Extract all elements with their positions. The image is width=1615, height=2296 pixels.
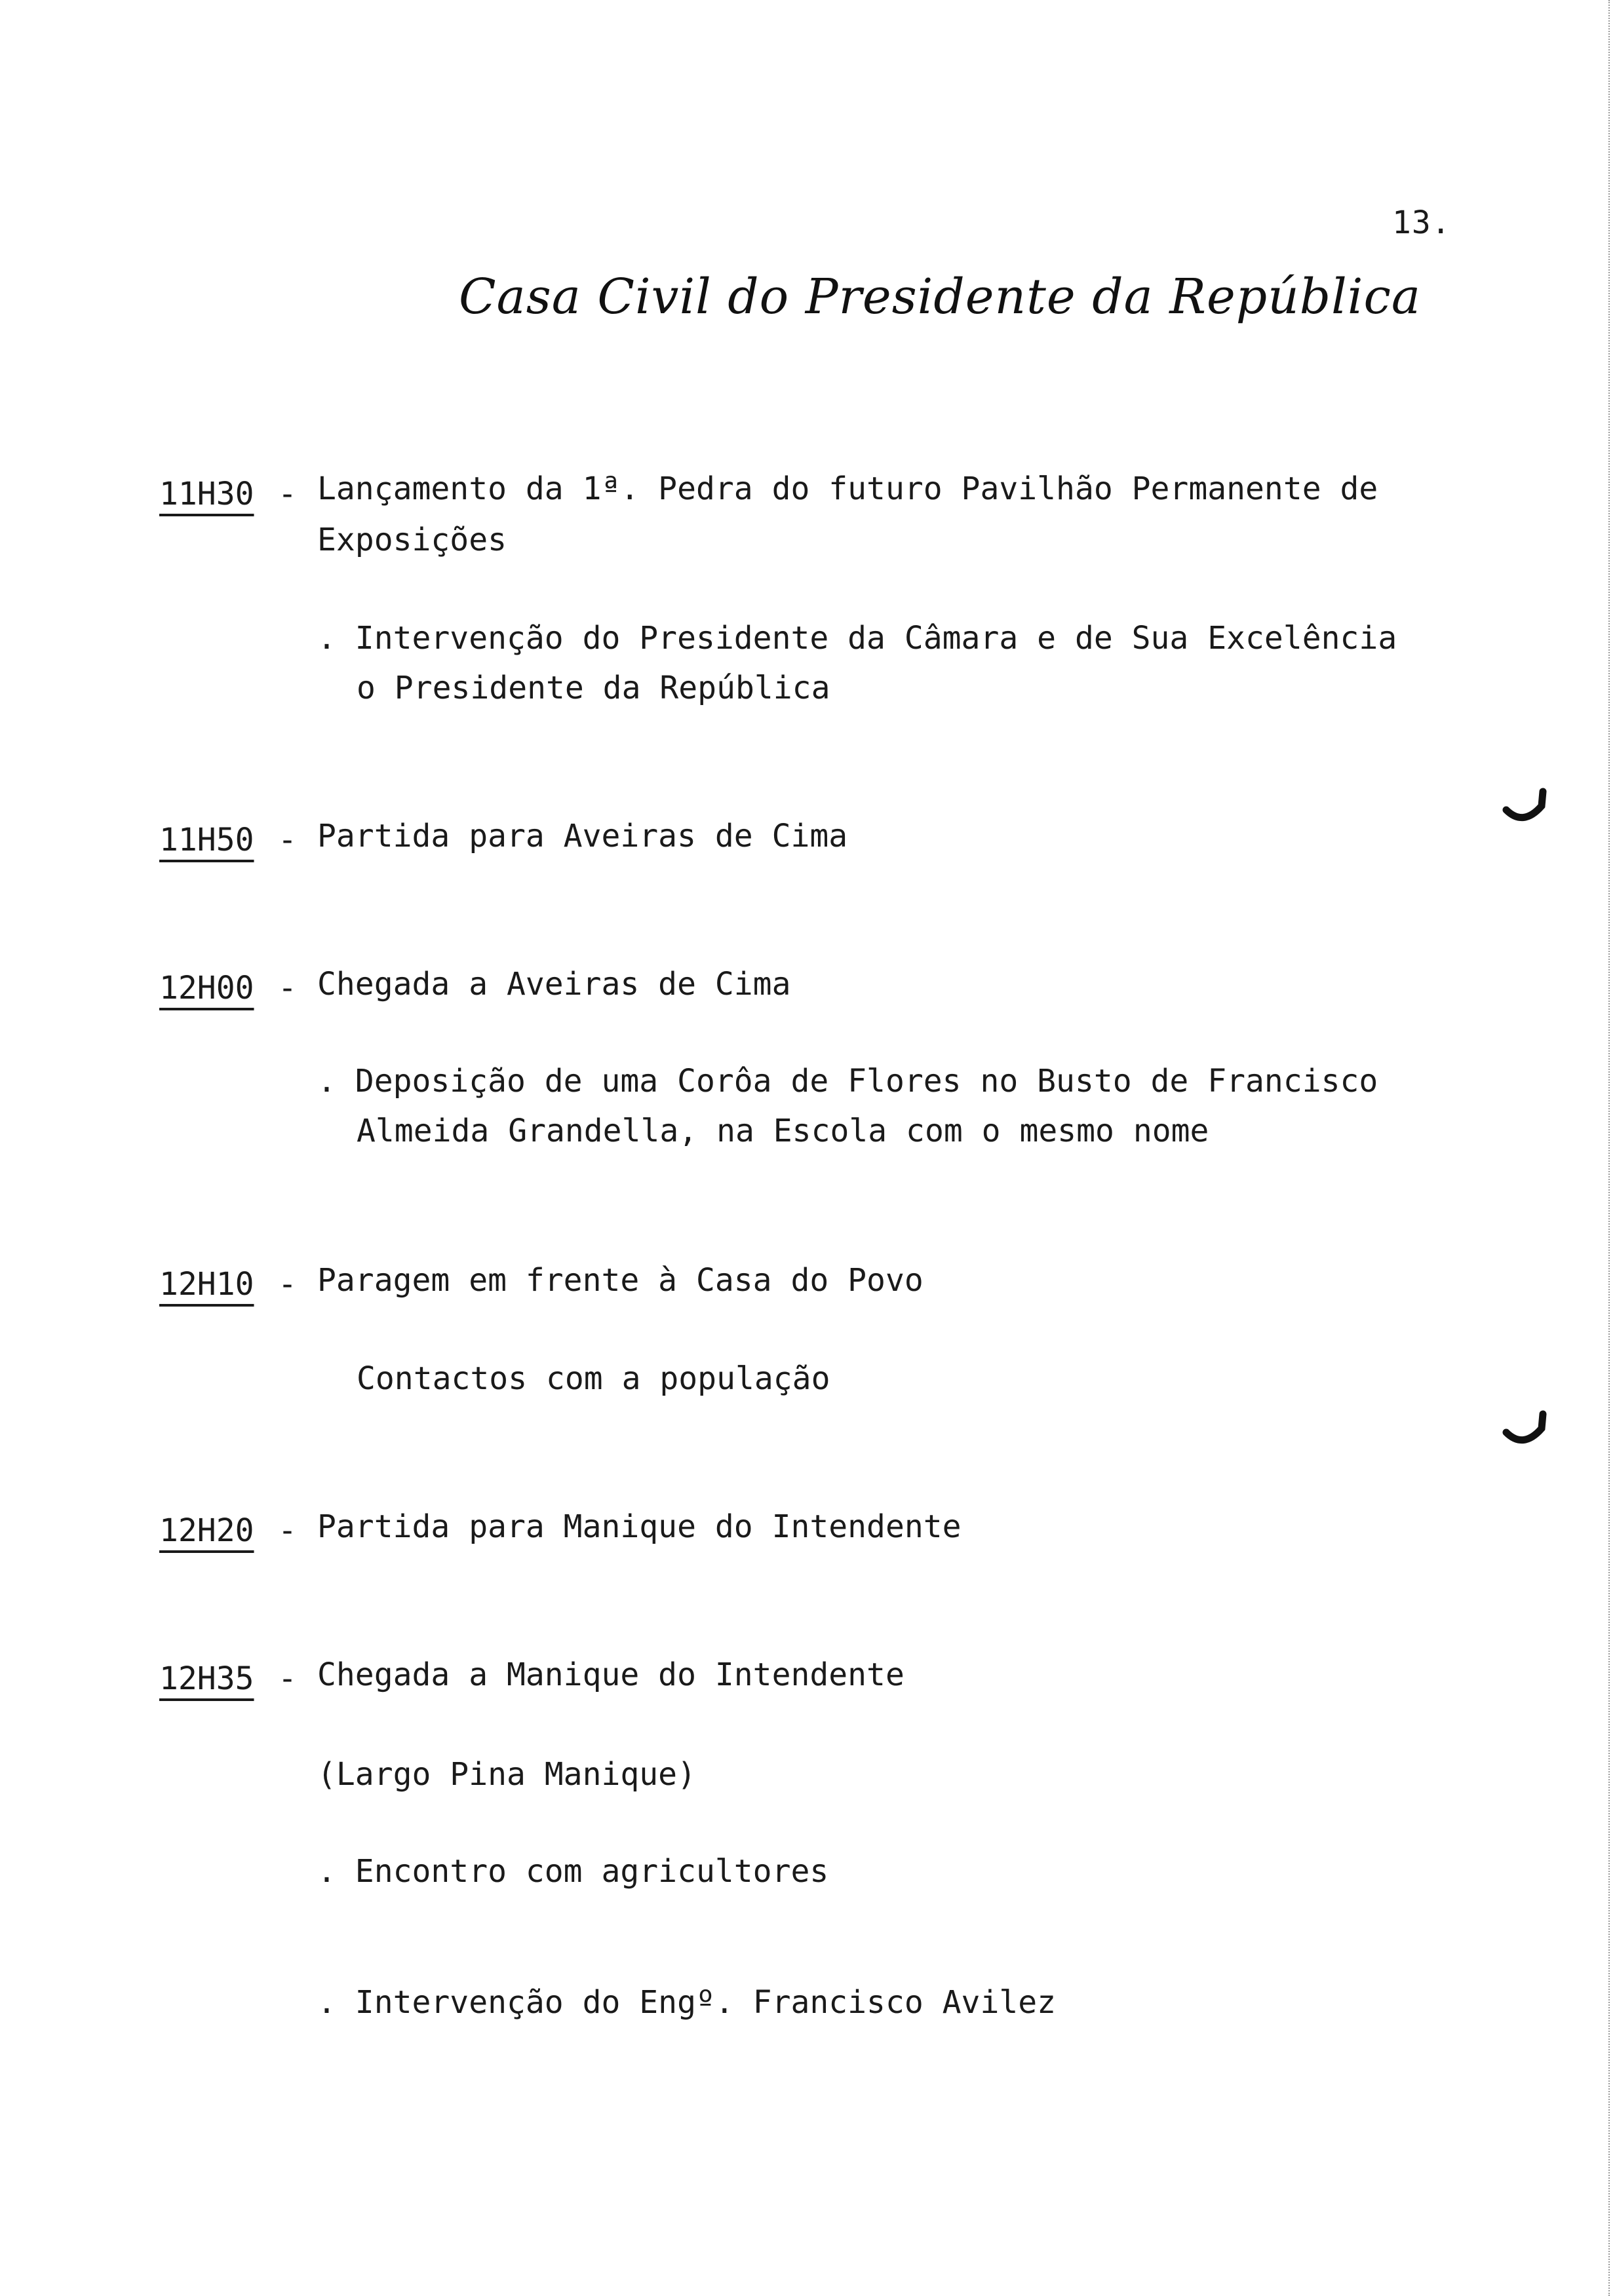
letterhead-title: Casa Civil do Presidente da República — [459, 269, 1422, 325]
page-edge-shadow — [1608, 0, 1615, 2296]
entry-title: Lançamento da 1ª. Pedra do futuro Pavilhão Permanente de — [317, 470, 1378, 507]
entry-time: 11H50 — [159, 822, 254, 858]
entry-detail: . Deposição de uma Corôa de Flores no Busto de Francisco — [317, 1063, 1378, 1100]
entry-detail: . Intervenção do Engº. Francisco Avilez — [317, 1984, 1057, 2021]
entry-title: Partida para Aveiras de Cima — [317, 818, 848, 854]
entry-title: Partida para Manique do Intendente — [317, 1508, 962, 1545]
entry-dash: - — [278, 970, 297, 1006]
entry-time: 11H30 — [159, 476, 254, 512]
entry-time: 12H10 — [159, 1266, 254, 1303]
binder-mark-icon — [1501, 786, 1553, 832]
entry-detail: Contactos com a população — [357, 1360, 830, 1397]
entry-dash: - — [278, 1512, 297, 1549]
entry-dash: - — [278, 476, 297, 512]
entry-detail: . Intervenção do Presidente da Câmara e de Sua Excelência — [317, 620, 1397, 657]
entry-time: 12H35 — [159, 1660, 254, 1697]
entry-dash: - — [278, 1266, 297, 1303]
entry-detail: . Encontro com agricultores — [317, 1853, 829, 1890]
entry-time: 12H00 — [159, 970, 254, 1006]
entry-detail-continued: o Presidente da República — [357, 670, 830, 706]
entry-dash: - — [278, 822, 297, 858]
page-number: 13. — [1392, 204, 1451, 241]
entry-title: Chegada a Manique do Intendente — [317, 1656, 905, 1693]
entry-time: 12H20 — [159, 1512, 254, 1549]
entry-location: (Largo Pina Manique) — [317, 1756, 696, 1793]
entry-title-continued: Exposições — [317, 522, 507, 558]
binder-mark-icon — [1501, 1409, 1553, 1455]
entry-title: Chegada a Aveiras de Cima — [317, 966, 791, 1003]
entry-dash: - — [278, 1660, 297, 1697]
entry-title: Paragem em frente à Casa do Povo — [317, 1262, 924, 1299]
entry-detail-continued: Almeida Grandella, na Escola com o mesmo nome — [357, 1113, 1209, 1149]
